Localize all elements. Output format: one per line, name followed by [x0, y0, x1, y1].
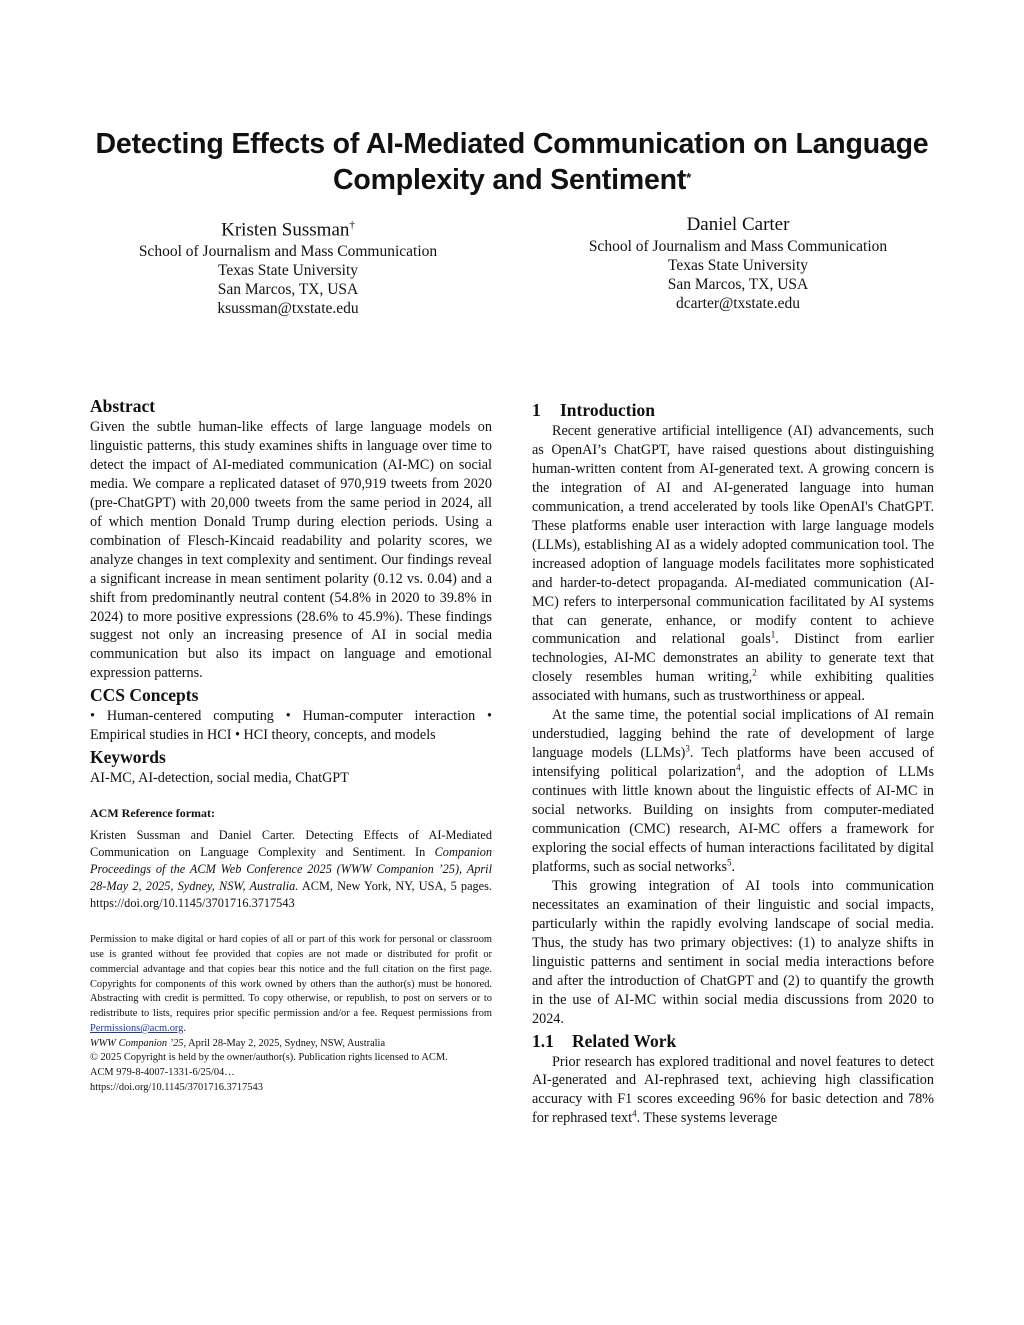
- copyright-line: © 2025 Copyright is held by the owner/author(s). Publication rights licensed to ACM.: [90, 1052, 448, 1064]
- intro-paragraph-2: [532, 706, 934, 877]
- author-email: ksussman@txstate.edu: [217, 300, 359, 318]
- related-paragraph-1: [532, 1053, 934, 1129]
- ccs-heading: CCS Concepts: [90, 685, 199, 706]
- doi-line: https://doi.org/10.1145/3701716.3717543: [90, 1081, 263, 1093]
- title-footnote-marker: *: [686, 170, 691, 185]
- author-institution: Texas State University: [217, 262, 359, 280]
- reference-publisher-doi: ACM, New York, NY, USA, 5 pages. https://doi.org/10.1145/3701716.3717543: [90, 879, 492, 911]
- acm-reference-heading: ACM Reference format:: [90, 806, 216, 821]
- title-line-1: Detecting Effects of AI-Mediated Communication on Language: [95, 128, 929, 160]
- subsection-title: Related Work: [572, 1030, 677, 1051]
- footnote-ref[interactable]: 3: [685, 743, 690, 754]
- author-marker: †: [349, 219, 355, 231]
- permission-end: .: [183, 1022, 186, 1034]
- permission-notice: [90, 933, 492, 1037]
- footnote-ref[interactable]: 2: [752, 667, 757, 678]
- subsection-number: 1.1: [532, 1030, 554, 1051]
- footnote-ref[interactable]: 5: [727, 857, 732, 868]
- text-run: Prior research has explored traditional and novel features to detect AI-generated and AI-rephrased text, achieving high classification accuracy with F1 scores exceeding 96% for basic detection and 78% for rephrased text: [532, 1053, 934, 1127]
- text-run: . These systems leverage: [636, 1110, 778, 1127]
- paper-title: [60, 126, 964, 198]
- author-block-1: [78, 213, 498, 318]
- conference-details: April 28-May 2, 2025, Sydney, NSW, Australia: [186, 1037, 386, 1049]
- footnote-ref[interactable]: 1: [770, 629, 776, 640]
- text-run: . Tech platforms have been accused of intensifying political polarization: [532, 745, 935, 781]
- keywords-heading: Keywords: [90, 747, 166, 768]
- permission-text: Permission to make digital or hard copies of all or part of this work for personal or classroom use is granted without fee provided that copies are not made or distributed for profit or commercial advantage and that copies bear this notice and the full citation on the first page. Copyrights for components of this work owned by others than the author(s) must be honored. Abstracting with credit is permitted. To copy otherwise, or republish, to post on servers or to redistribute to lists, requires prior specific permission and/or a fee. Request permissions from: [90, 934, 492, 1020]
- author-location: San Marcos, TX, USA: [667, 276, 809, 293]
- right-column: [532, 398, 934, 1128]
- footnote-ref[interactable]: 4: [736, 762, 741, 773]
- author-name: Daniel Carter: [686, 214, 790, 235]
- permissions-email-link[interactable]: Permissions@acm.org: [90, 1022, 184, 1034]
- author-affiliation: School of Journalism and Mass Communication: [588, 238, 888, 255]
- author-email: dcarter@txstate.edu: [675, 295, 800, 312]
- reference-authors-title: Kristen Sussman and Daniel Carter. Detecting Effects of AI-Mediated Communication on Language Complexity and Sentiment. In: [90, 828, 492, 860]
- author-name: Kristen Sussman: [221, 219, 350, 241]
- text-run: .: [731, 858, 736, 875]
- conference-venue: WWW Companion ’25,: [90, 1037, 187, 1049]
- author-institution: Texas State University: [667, 257, 809, 274]
- intro-paragraph-3: This growing integration of AI tools into communication necessitates an examination of their linguistic and social impacts, particularly within the rapidly evolving landscape of social media. Thus, the study has two primary objectives: (1) to analyze shifts in linguistic patterns and sentiment in social media interactions before and after the introduction of ChatGPT and (2) to quantify the growth in the use of AI-MC within social media discussions from 2020 to 2024.: [532, 877, 934, 1027]
- acm-reference-text: [90, 827, 492, 912]
- related-work-heading: [532, 1029, 934, 1053]
- left-column: [90, 394, 492, 1095]
- footnote-ref[interactable]: 4: [632, 1108, 637, 1119]
- abstract-heading: Abstract: [90, 396, 156, 416]
- conference-line: [90, 1037, 492, 1052]
- text-run: . Distinct from earlier technologies, AI-MC demonstrates an ability to generate text that closely resembles human writing,: [532, 631, 935, 686]
- section-title: Introduction: [560, 400, 655, 420]
- reference-venue: Companion Proceedings of the ACM Web Conference 2025 (WWW Companion ’25), April 28-May 2, 2025, Sydney, NSW, Australia.: [90, 845, 492, 894]
- section-number: 1: [532, 400, 541, 420]
- keywords-text: AI-MC, AI-detection, social media, ChatGPT: [90, 770, 349, 787]
- abstract-text: Given the subtle human-like effects of large language models on linguistic patterns, this study examines shifts in language over time to detect the impact of AI-mediated communication (AI-MC) on social media. We compare a replicated dataset of 970,919 tweets from 2020 (pre-ChatGPT) with 20,000 tweets from the same period in 2024, all of which mention Donald Trump during election periods. Using a combination of Flesch-Kincaid readability and polarity scores, we analyze changes in text complexity and sentiment. Our findings reveal a significant increase in mean sentiment polarity (0.12 vs. 0.04) and a shift from predominantly neutral content (54.8% in 2020 to 39.8% in 2024) to more positive expressions (28.6% to 45.9%). These findings suggest not only an increasing presence of AI in social media communication but also its impact on language and emotional expression patterns.: [90, 419, 492, 682]
- isbn-line: ACM 979-8-4007-1331-6/25/04…: [90, 1066, 235, 1078]
- text-run: Recent generative artificial intelligence (AI) advancements, such as OpenAI’s ChatGPT, have raised questions about distinguishing human-written content from AI-generated text. A growing concern is the integration of AI and AI-generated language into human communication, a trend accelerated by tools like OpenAI's ChatGPT. These platforms enable user interaction with large language models (LLMs), establishing AI as a widely adopted communication tool. The increased adoption of language models facilitates more sophisticated and harder-to-detect propaganda. AI-mediated communication (AI-MC) refers to interpersonal communication facilitated by AI systems that can generate, enhance, or modify content to achieve communication and relational goals: [532, 423, 934, 648]
- intro-paragraph-1: [532, 422, 934, 706]
- author-location: San Marcos, TX, USA: [217, 281, 359, 299]
- author-block-2: [528, 213, 948, 313]
- ccs-text: • Human-centered computing • Human-computer interaction • Empirical studies in HCI • HCI theory, concepts, and models: [90, 708, 492, 744]
- title-line-2: Complexity and Sentiment: [333, 164, 687, 196]
- introduction-heading: [532, 398, 934, 422]
- author-affiliation: School of Journalism and Mass Communication: [138, 243, 438, 261]
- text-run: while exhibiting qualities associated with humans, such as trustworthiness or appeal.: [532, 669, 934, 705]
- text-run: , and the adoption of LLMs continues with little known about the linguistic effects of AI-MC in social networks. Building on insights from computer-mediated communication (CMC) research, AI-MC offers a framework for exploring the social effects of human interactions facilitated by digital platforms, such as social networks: [532, 764, 934, 875]
- text-run: At the same time, the potential social implications of AI remain understudied, lagging behind the rate of development of large language models (LLMs): [532, 707, 934, 762]
